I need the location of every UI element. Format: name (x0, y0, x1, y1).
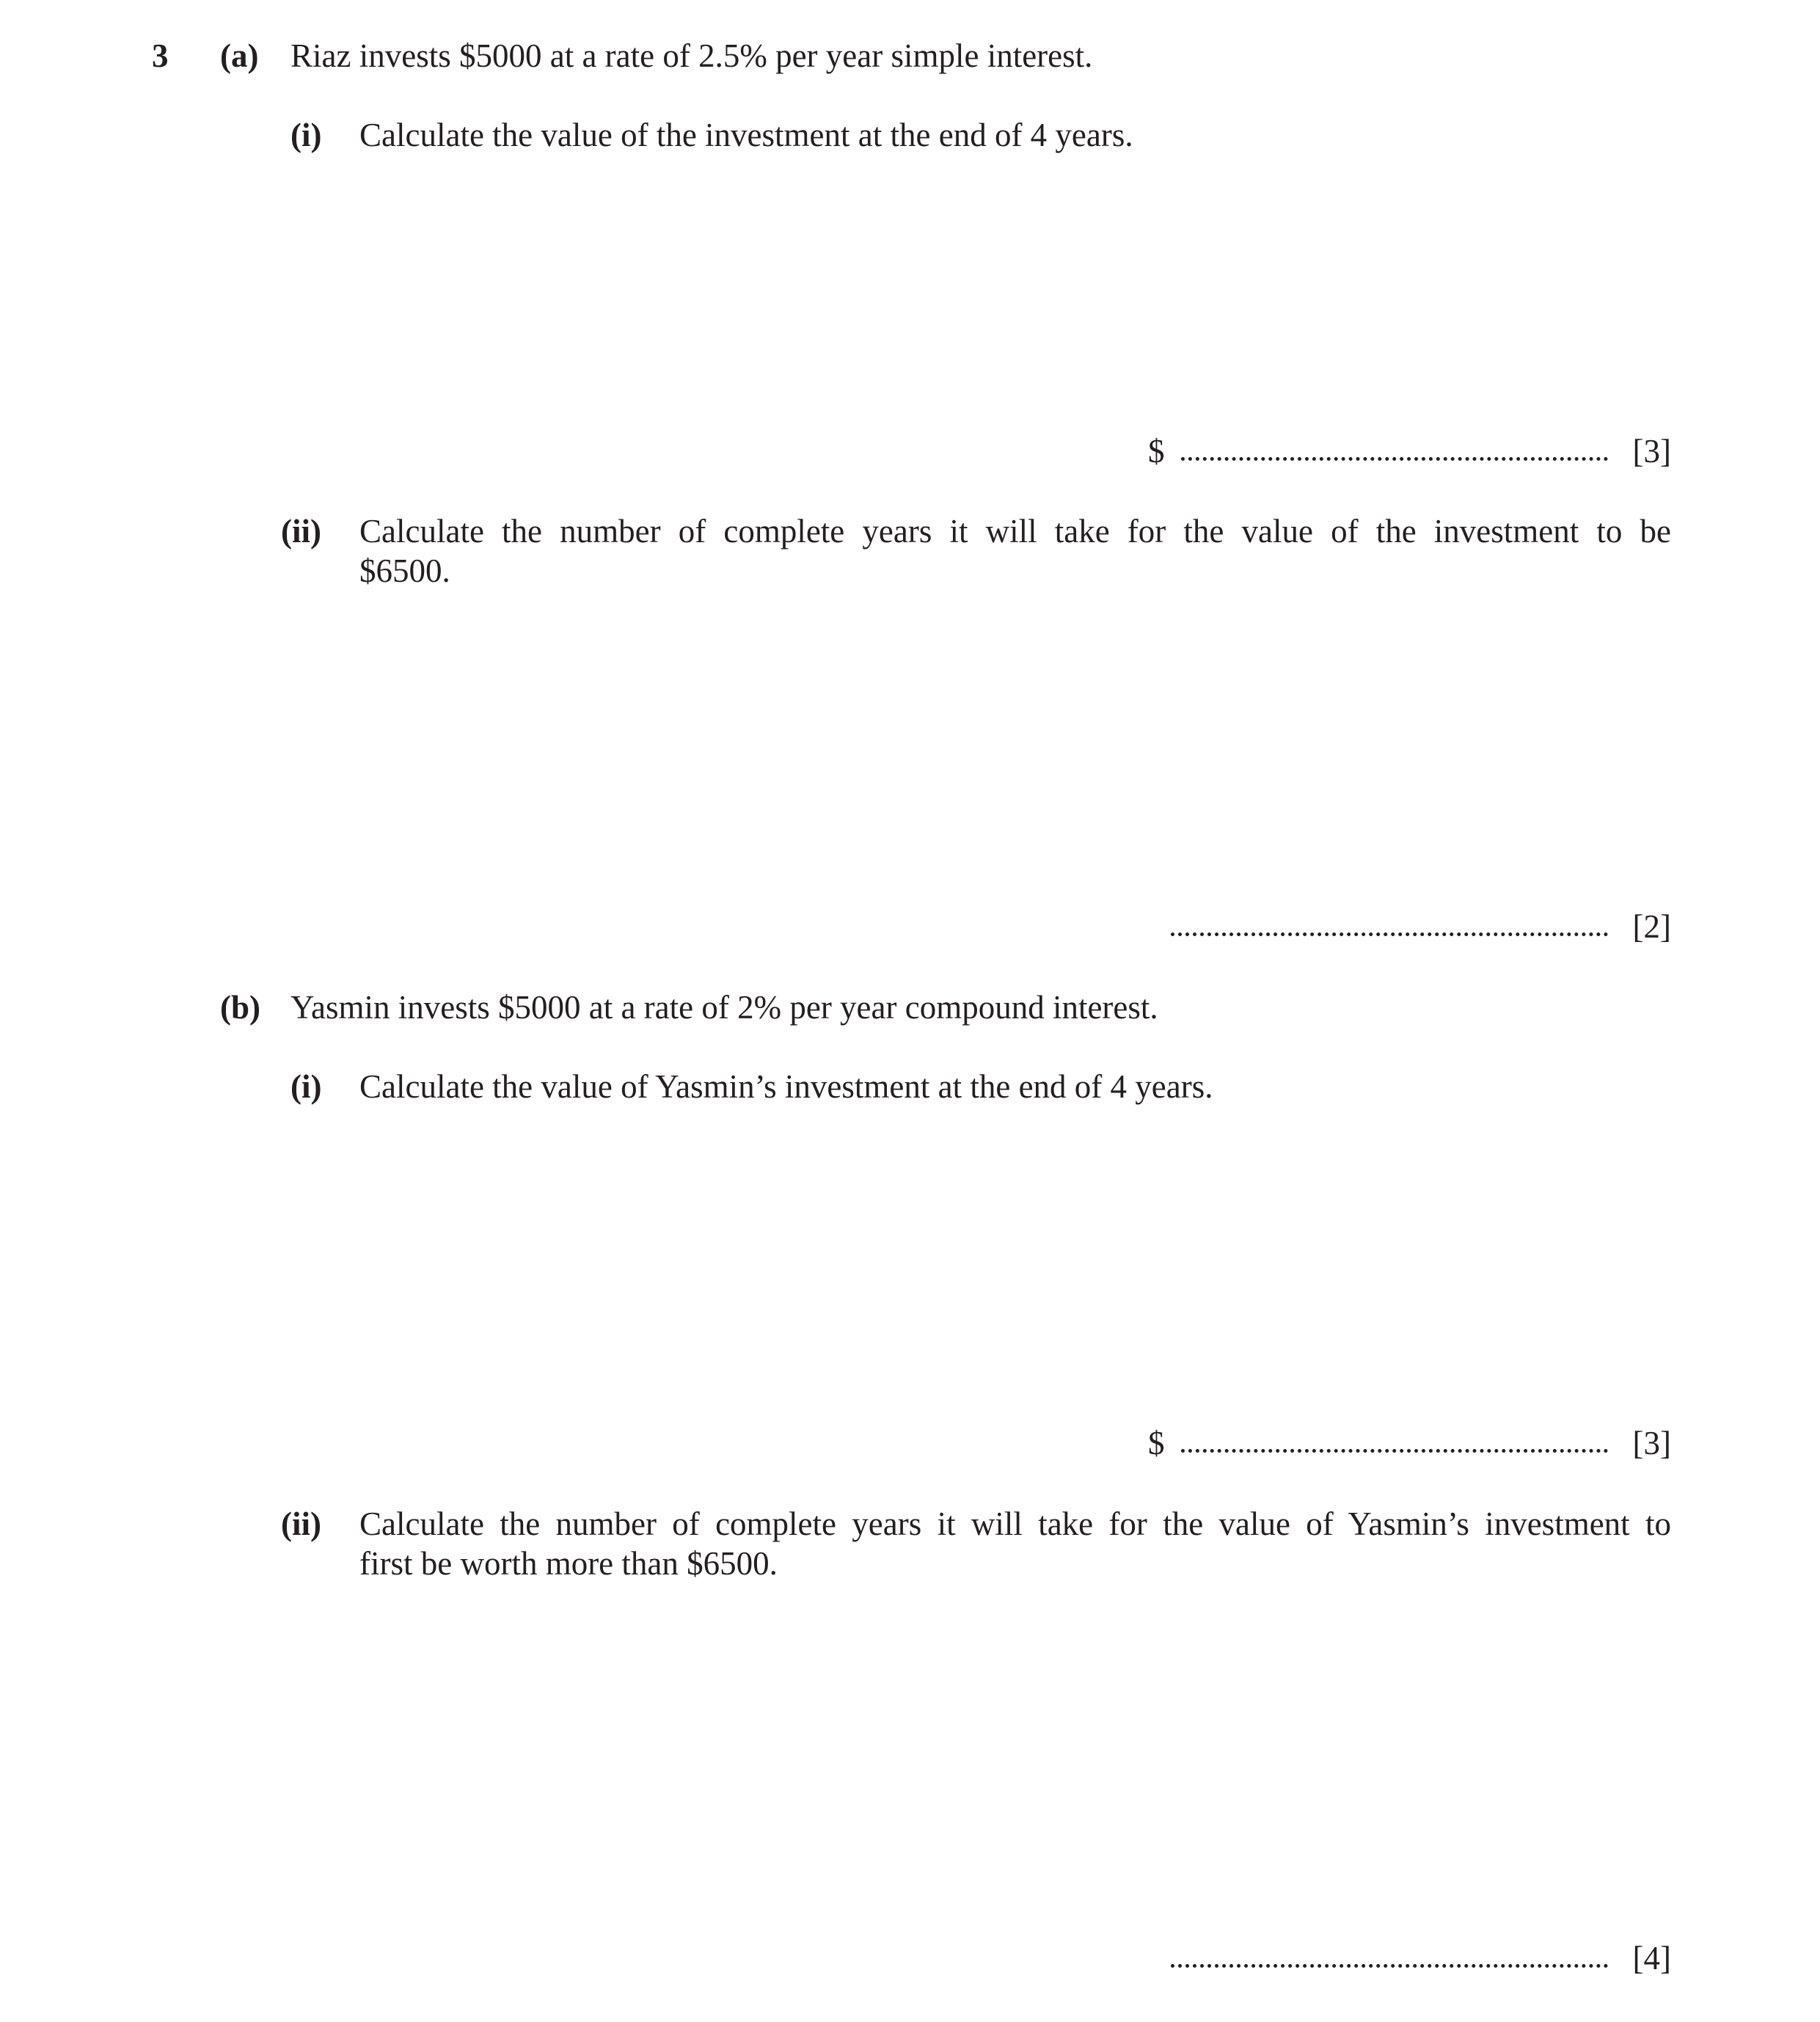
part-a-ii-text-line-2: $6500. (359, 552, 450, 589)
part-a-i-label: (i) (290, 117, 322, 153)
part-a-ii-answer-line[interactable] (1100, 907, 1671, 951)
answer-dotted-line[interactable] (1171, 928, 1608, 936)
part-a-label: (a) (220, 37, 259, 74)
marks-allocation: [2] (1632, 908, 1671, 945)
part-b-ii-text-line-1: Calculate the number of complete years it will take for the value of Yasmin’s investment to (359, 1505, 1671, 1542)
part-a-ii-text-line-1: Calculate the number of complete years it will take for the value of the investment to be (359, 513, 1671, 550)
part-b-ii-answer-line[interactable] (1100, 1938, 1671, 1982)
question-number: 3 (152, 37, 169, 74)
part-b-ii-text-line-2: first be worth more than $6500. (359, 1545, 778, 1582)
part-a-i-text: Calculate the value of the investment at the end of 4 years. (359, 117, 1133, 153)
part-a-stem: Riaz invests $5000 at a rate of 2.5% per year simple interest. (290, 37, 1093, 74)
answer-dotted-line[interactable] (1181, 1445, 1608, 1453)
part-b-i-label: (i) (290, 1068, 322, 1105)
answer-dotted-line[interactable] (1171, 1960, 1608, 1968)
part-b-i-answer-line[interactable] (1100, 1423, 1671, 1467)
marks-allocation: [3] (1632, 433, 1671, 470)
part-a-i-answer-line[interactable] (1100, 431, 1671, 475)
answer-currency-symbol: $ (1148, 433, 1165, 470)
part-b-label: (b) (220, 989, 260, 1026)
part-a-ii-label: (ii) (281, 513, 321, 550)
part-b-i-text: Calculate the value of Yasmin’s investment at the end of 4 years. (359, 1068, 1213, 1105)
part-b-ii-label: (ii) (281, 1505, 321, 1542)
marks-allocation: [3] (1632, 1425, 1671, 1461)
part-a-ii-text (359, 511, 1671, 591)
answer-currency-symbol: $ (1148, 1425, 1165, 1461)
part-b-stem: Yasmin invests $5000 at a rate of 2% per year compound interest. (290, 989, 1158, 1026)
part-b-ii-text (359, 1504, 1671, 1583)
marks-allocation: [4] (1632, 1940, 1671, 1977)
answer-dotted-line[interactable] (1181, 453, 1608, 461)
